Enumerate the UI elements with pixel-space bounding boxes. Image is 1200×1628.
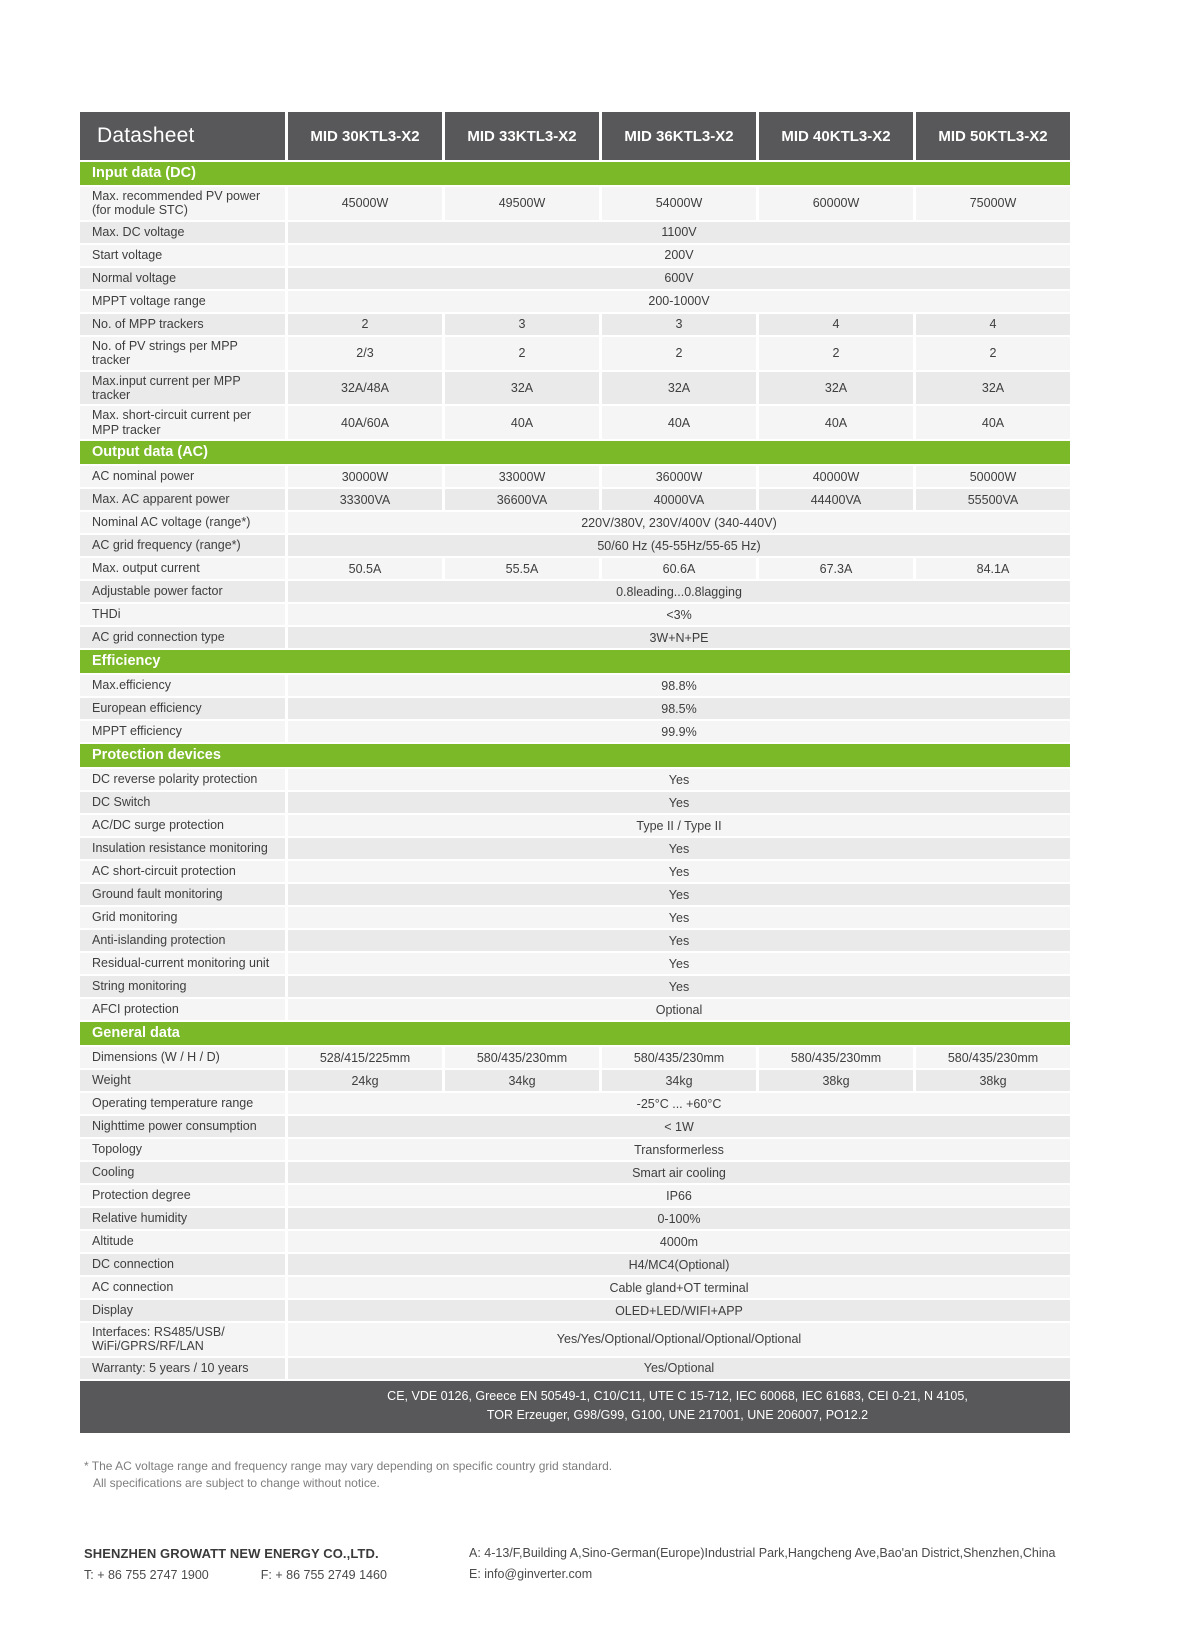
row-label: Protection degree xyxy=(80,1185,285,1206)
spec-row xyxy=(80,1231,1070,1252)
spec-row xyxy=(80,884,1070,905)
row-value: 36000W xyxy=(602,466,756,487)
row-label: Grid monitoring xyxy=(80,907,285,928)
row-label: Dimensions (W / H / D) xyxy=(80,1047,285,1068)
row-label: Normal voltage xyxy=(80,268,285,289)
row-value: 38kg xyxy=(916,1070,1070,1091)
spec-row xyxy=(80,372,1070,405)
row-value: <3% xyxy=(288,604,1070,625)
row-label: Interfaces: RS485/USB/ WiFi/GPRS/RF/LAN xyxy=(80,1323,285,1356)
row-value: 30000W xyxy=(288,466,442,487)
spec-row xyxy=(80,675,1070,696)
row-value: 2 xyxy=(288,314,442,335)
row-value: 1100V xyxy=(288,222,1070,243)
row-value: 54000W xyxy=(602,187,756,220)
row-value: 55500VA xyxy=(916,489,1070,510)
row-value: Optional xyxy=(288,999,1070,1020)
row-label: AC short-circuit protection xyxy=(80,861,285,882)
row-label: AC grid connection type xyxy=(80,627,285,648)
spec-row xyxy=(80,1323,1070,1356)
row-value: 2 xyxy=(916,337,1070,370)
section-header: Protection devices xyxy=(80,744,1070,767)
row-label: Cooling xyxy=(80,1162,285,1183)
row-value: < 1W xyxy=(288,1116,1070,1137)
row-value: 32A/48A xyxy=(288,372,442,405)
row-label: Max.efficiency xyxy=(80,675,285,696)
spec-row xyxy=(80,769,1070,790)
row-value: 50000W xyxy=(916,466,1070,487)
spec-row xyxy=(80,838,1070,859)
row-label: Max. recommended PV power (for module STC) xyxy=(80,187,285,220)
row-label: Nighttime power consumption xyxy=(80,1116,285,1137)
row-value: 4 xyxy=(759,314,913,335)
row-label: DC reverse polarity protection xyxy=(80,769,285,790)
section-header: Efficiency xyxy=(80,650,1070,673)
row-value: Yes xyxy=(288,976,1070,997)
row-label: Max.input current per MPP tracker xyxy=(80,372,285,405)
model-column-header: MID 40KTL3-X2 xyxy=(759,112,913,160)
spec-row xyxy=(80,406,1070,439)
row-value: Yes xyxy=(288,930,1070,951)
model-column-header: MID 50KTL3-X2 xyxy=(916,112,1070,160)
spec-row xyxy=(80,291,1070,312)
company-tel: T: + 86 755 2747 1900 xyxy=(84,1568,209,1582)
company-address: A: 4-13/F,Building A,Sino-German(Europe)Industrial Park,Hangcheng Ave,Bao'an District,Shenzhen,China xyxy=(469,1546,1056,1560)
spec-row xyxy=(80,489,1070,510)
certifications-spacer xyxy=(80,1381,285,1433)
spec-row xyxy=(80,245,1070,266)
spec-row xyxy=(80,792,1070,813)
spec-row xyxy=(80,268,1070,289)
spec-row xyxy=(80,1139,1070,1160)
row-value: 200-1000V xyxy=(288,291,1070,312)
row-label: AC nominal power xyxy=(80,466,285,487)
row-value: 0.8leading...0.8lagging xyxy=(288,581,1070,602)
spec-row xyxy=(80,1208,1070,1229)
spec-row xyxy=(80,861,1070,882)
row-label: Start voltage xyxy=(80,245,285,266)
spec-row xyxy=(80,222,1070,243)
row-value: 40000W xyxy=(759,466,913,487)
row-label: String monitoring xyxy=(80,976,285,997)
row-label: Topology xyxy=(80,1139,285,1160)
row-value: 40A/60A xyxy=(288,406,442,439)
row-value: 99.9% xyxy=(288,721,1070,742)
row-value: 2 xyxy=(759,337,913,370)
spec-row xyxy=(80,1047,1070,1068)
spec-table-body xyxy=(80,162,1070,1379)
row-value: 40000VA xyxy=(602,489,756,510)
row-label: Max. AC apparent power xyxy=(80,489,285,510)
row-value: 528/415/225mm xyxy=(288,1047,442,1068)
row-label: No. of PV strings per MPP tracker xyxy=(80,337,285,370)
model-column-header: MID 33KTL3-X2 xyxy=(445,112,599,160)
row-value: 0-100% xyxy=(288,1208,1070,1229)
certifications-text xyxy=(285,1381,1070,1433)
spec-row xyxy=(80,698,1070,719)
spec-row xyxy=(80,581,1070,602)
spec-row xyxy=(80,337,1070,370)
row-label: Max. short-circuit current per MPP tracker xyxy=(80,406,285,439)
spec-row xyxy=(80,815,1070,836)
company-name: SHENZHEN GROWATT NEW ENERGY CO.,LTD. xyxy=(84,1546,379,1561)
row-label: Display xyxy=(80,1300,285,1321)
row-value: OLED+LED/WIFI+APP xyxy=(288,1300,1070,1321)
row-label: AC grid frequency (range*) xyxy=(80,535,285,556)
row-label: No. of MPP trackers xyxy=(80,314,285,335)
spec-row xyxy=(80,558,1070,579)
row-label: Max. DC voltage xyxy=(80,222,285,243)
row-label: European efficiency xyxy=(80,698,285,719)
spec-row xyxy=(80,187,1070,220)
row-label: AC/DC surge protection xyxy=(80,815,285,836)
row-value: 50/60 Hz (45-55Hz/55-65 Hz) xyxy=(288,535,1070,556)
row-label: AFCI protection xyxy=(80,999,285,1020)
row-value: 2 xyxy=(445,337,599,370)
row-value: 2/3 xyxy=(288,337,442,370)
row-value: -25°C ... +60°C xyxy=(288,1093,1070,1114)
row-value: 34kg xyxy=(445,1070,599,1091)
row-value: 49500W xyxy=(445,187,599,220)
row-value: 38kg xyxy=(759,1070,913,1091)
row-value: Yes xyxy=(288,838,1070,859)
company-fax: F: + 86 755 2749 1460 xyxy=(260,1568,387,1582)
row-label: AC connection xyxy=(80,1277,285,1298)
section-header: General data xyxy=(80,1022,1070,1045)
spec-row xyxy=(80,1116,1070,1137)
row-value: 44400VA xyxy=(759,489,913,510)
row-label: DC connection xyxy=(80,1254,285,1275)
certifications-bar xyxy=(80,1381,1070,1433)
row-value: 3W+N+PE xyxy=(288,627,1070,648)
model-column-header: MID 30KTL3-X2 xyxy=(288,112,442,160)
row-value: 33000W xyxy=(445,466,599,487)
spec-row xyxy=(80,512,1070,533)
spec-row xyxy=(80,721,1070,742)
spec-row xyxy=(80,627,1070,648)
row-value: 3 xyxy=(602,314,756,335)
spec-row xyxy=(80,907,1070,928)
certifications-line-1: CE, VDE 0126, Greece EN 50549-1, C10/C11, UTE C 15-712, IEC 60068, IEC 61683, CEI 0-21, N 4105, xyxy=(387,1388,968,1403)
spec-row xyxy=(80,930,1070,951)
row-label: MPPT efficiency xyxy=(80,721,285,742)
row-value: Yes xyxy=(288,861,1070,882)
row-label: Relative humidity xyxy=(80,1208,285,1229)
row-value: 40A xyxy=(916,406,1070,439)
row-value: 34kg xyxy=(602,1070,756,1091)
row-value: 98.5% xyxy=(288,698,1070,719)
row-value: 40A xyxy=(759,406,913,439)
row-value: Yes xyxy=(288,884,1070,905)
spec-row xyxy=(80,1070,1070,1091)
row-value: Yes/Yes/Optional/Optional/Optional/Optional xyxy=(288,1323,1070,1356)
row-label: Altitude xyxy=(80,1231,285,1252)
row-label: DC Switch xyxy=(80,792,285,813)
row-value: 32A xyxy=(916,372,1070,405)
row-value: 50.5A xyxy=(288,558,442,579)
spec-row xyxy=(80,466,1070,487)
row-value: Yes xyxy=(288,907,1070,928)
row-value: Yes/Optional xyxy=(288,1358,1070,1379)
row-label: Ground fault monitoring xyxy=(80,884,285,905)
footnote xyxy=(84,1458,612,1493)
row-value: Yes xyxy=(288,769,1070,790)
row-label: Max. output current xyxy=(80,558,285,579)
footnote-line-2: All specifications are subject to change without notice. xyxy=(93,1476,380,1491)
row-value: Type II / Type II xyxy=(288,815,1070,836)
spec-row xyxy=(80,1254,1070,1275)
row-value: 200V xyxy=(288,245,1070,266)
row-label: Warranty: 5 years / 10 years xyxy=(80,1358,285,1379)
row-label: Operating temperature range xyxy=(80,1093,285,1114)
row-label: Nominal AC voltage (range*) xyxy=(80,512,285,533)
spec-row xyxy=(80,953,1070,974)
row-value: 67.3A xyxy=(759,558,913,579)
section-header: Input data (DC) xyxy=(80,162,1070,185)
row-value: 4 xyxy=(916,314,1070,335)
row-value: 45000W xyxy=(288,187,442,220)
row-label: Adjustable power factor xyxy=(80,581,285,602)
row-value: 580/435/230mm xyxy=(445,1047,599,1068)
row-value: 3 xyxy=(445,314,599,335)
row-value: 75000W xyxy=(916,187,1070,220)
row-value: 84.1A xyxy=(916,558,1070,579)
row-label: MPPT voltage range xyxy=(80,291,285,312)
company-email: E: info@ginverter.com xyxy=(469,1567,593,1581)
row-value: 60.6A xyxy=(602,558,756,579)
row-value: 36600VA xyxy=(445,489,599,510)
row-value: 580/435/230mm xyxy=(602,1047,756,1068)
spec-row xyxy=(80,1185,1070,1206)
row-value: H4/MC4(Optional) xyxy=(288,1254,1070,1275)
spec-row xyxy=(80,1277,1070,1298)
row-value: 600V xyxy=(288,268,1070,289)
row-value: 40A xyxy=(602,406,756,439)
spec-row xyxy=(80,1358,1070,1379)
spec-table xyxy=(80,112,1070,1433)
spec-row xyxy=(80,535,1070,556)
spec-row xyxy=(80,1093,1070,1114)
row-value: 55.5A xyxy=(445,558,599,579)
spec-row xyxy=(80,999,1070,1020)
section-header: Output data (AC) xyxy=(80,441,1070,464)
row-label: Weight xyxy=(80,1070,285,1091)
footnote-line-1: * The AC voltage range and frequency range may vary depending on specific country grid standard. xyxy=(84,1459,613,1473)
row-value: 40A xyxy=(445,406,599,439)
row-value: 580/435/230mm xyxy=(916,1047,1070,1068)
row-label: Insulation resistance monitoring xyxy=(80,838,285,859)
certifications-line-2: TOR Erzeuger, G98/G99, G100, UNE 217001, UNE 206007, PO12.2 xyxy=(486,1408,869,1423)
spec-row xyxy=(80,976,1070,997)
row-value: 60000W xyxy=(759,187,913,220)
row-value: 4000m xyxy=(288,1231,1070,1252)
table-header-row xyxy=(80,112,1070,160)
row-value: 580/435/230mm xyxy=(759,1047,913,1068)
row-value: 33300VA xyxy=(288,489,442,510)
spec-row xyxy=(80,1300,1070,1321)
company-info xyxy=(84,1546,1164,1582)
row-value: Yes xyxy=(288,792,1070,813)
row-value: Transformerless xyxy=(288,1139,1070,1160)
datasheet-title: Datasheet xyxy=(80,112,285,160)
row-value: Smart air cooling xyxy=(288,1162,1070,1183)
spec-row xyxy=(80,1162,1070,1183)
row-value: Yes xyxy=(288,953,1070,974)
row-value: 32A xyxy=(445,372,599,405)
row-value: 98.8% xyxy=(288,675,1070,696)
row-value: 2 xyxy=(602,337,756,370)
row-value: IP66 xyxy=(288,1185,1070,1206)
spec-row xyxy=(80,604,1070,625)
row-value: 32A xyxy=(602,372,756,405)
row-value: 220V/380V, 230V/400V (340-440V) xyxy=(288,512,1070,533)
row-label: Anti-islanding protection xyxy=(80,930,285,951)
model-column-header: MID 36KTL3-X2 xyxy=(602,112,756,160)
row-value: 32A xyxy=(759,372,913,405)
row-label: Residual-current monitoring unit xyxy=(80,953,285,974)
row-value: Cable gland+OT terminal xyxy=(288,1277,1070,1298)
row-value: 24kg xyxy=(288,1070,442,1091)
spec-row xyxy=(80,314,1070,335)
row-label: THDi xyxy=(80,604,285,625)
